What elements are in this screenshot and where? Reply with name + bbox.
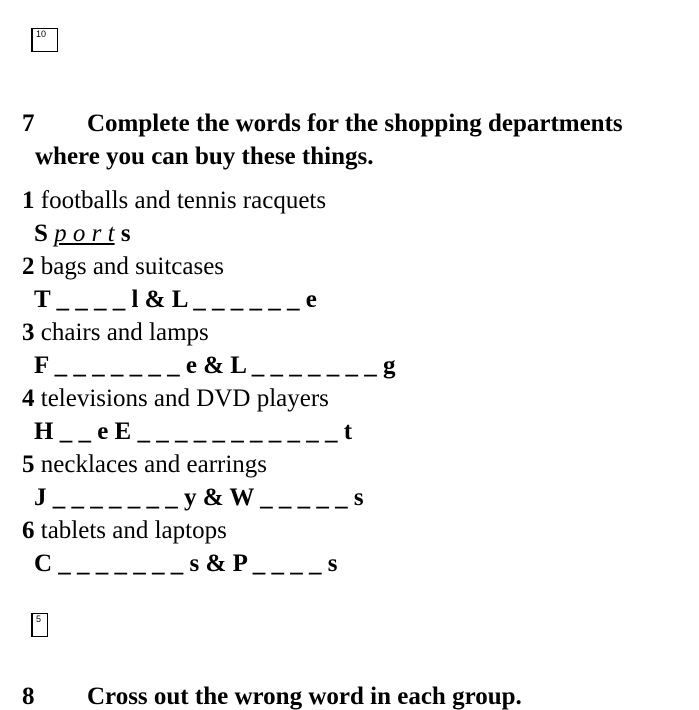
item-prompt xyxy=(22,382,692,415)
item-answer: C _ _ _ _ _ _ _ s & P _ _ _ _ s xyxy=(34,550,338,577)
exercise-number: 8 xyxy=(22,683,35,710)
item-text: chairs and lamps xyxy=(40,319,209,346)
item-text: necklaces and earrings xyxy=(40,451,268,478)
item-prompt xyxy=(22,316,692,349)
item-answer: J _ _ _ _ _ _ _ y & W _ _ _ _ _ s xyxy=(34,484,364,511)
item-answer xyxy=(22,217,692,250)
score-box-value: 5 xyxy=(36,614,42,624)
exercise-instruction-line2: where you can buy these things. xyxy=(35,143,374,170)
exercise-number: 7 xyxy=(22,110,35,137)
item-text: televisions and DVD players xyxy=(40,385,329,412)
item-number: 6 xyxy=(22,517,35,544)
exercise-instruction: Cross out the wrong word in each group. xyxy=(87,683,522,710)
item-prompt xyxy=(22,250,692,283)
exercise-7-items xyxy=(22,184,692,580)
item-answer: T _ _ _ _ l & L _ _ _ _ _ _ e xyxy=(34,286,317,313)
item-number: 1 xyxy=(22,187,35,214)
item-text: footballs and tennis racquets xyxy=(40,187,327,214)
item-prompt xyxy=(22,448,692,481)
item-text: tablets and laptops xyxy=(40,517,227,544)
item-prompt xyxy=(22,184,692,217)
item-answer: F _ _ _ _ _ _ _ e & L _ _ _ _ _ _ _ g xyxy=(34,352,396,379)
score-box-value: 10 xyxy=(36,29,47,39)
answer-fill: p o r t xyxy=(54,220,115,247)
answer-end: s xyxy=(120,220,131,247)
score-box-10 xyxy=(31,28,58,52)
item-prompt xyxy=(22,514,692,547)
item-number: 3 xyxy=(22,319,35,346)
item-answer: H _ _ e E _ _ _ _ _ _ _ _ _ _ _ t xyxy=(34,418,353,445)
item-number: 2 xyxy=(22,253,35,280)
item-number: 5 xyxy=(22,451,35,478)
answer-start: S xyxy=(34,220,48,247)
exercise-8-heading xyxy=(22,684,522,709)
item-text: bags and suitcases xyxy=(40,253,225,280)
exercise-instruction-line1: Complete the words for the shopping departments xyxy=(87,110,623,137)
item-number: 4 xyxy=(22,385,35,412)
exercise-7-heading xyxy=(22,111,623,136)
score-box-5 xyxy=(31,613,48,637)
